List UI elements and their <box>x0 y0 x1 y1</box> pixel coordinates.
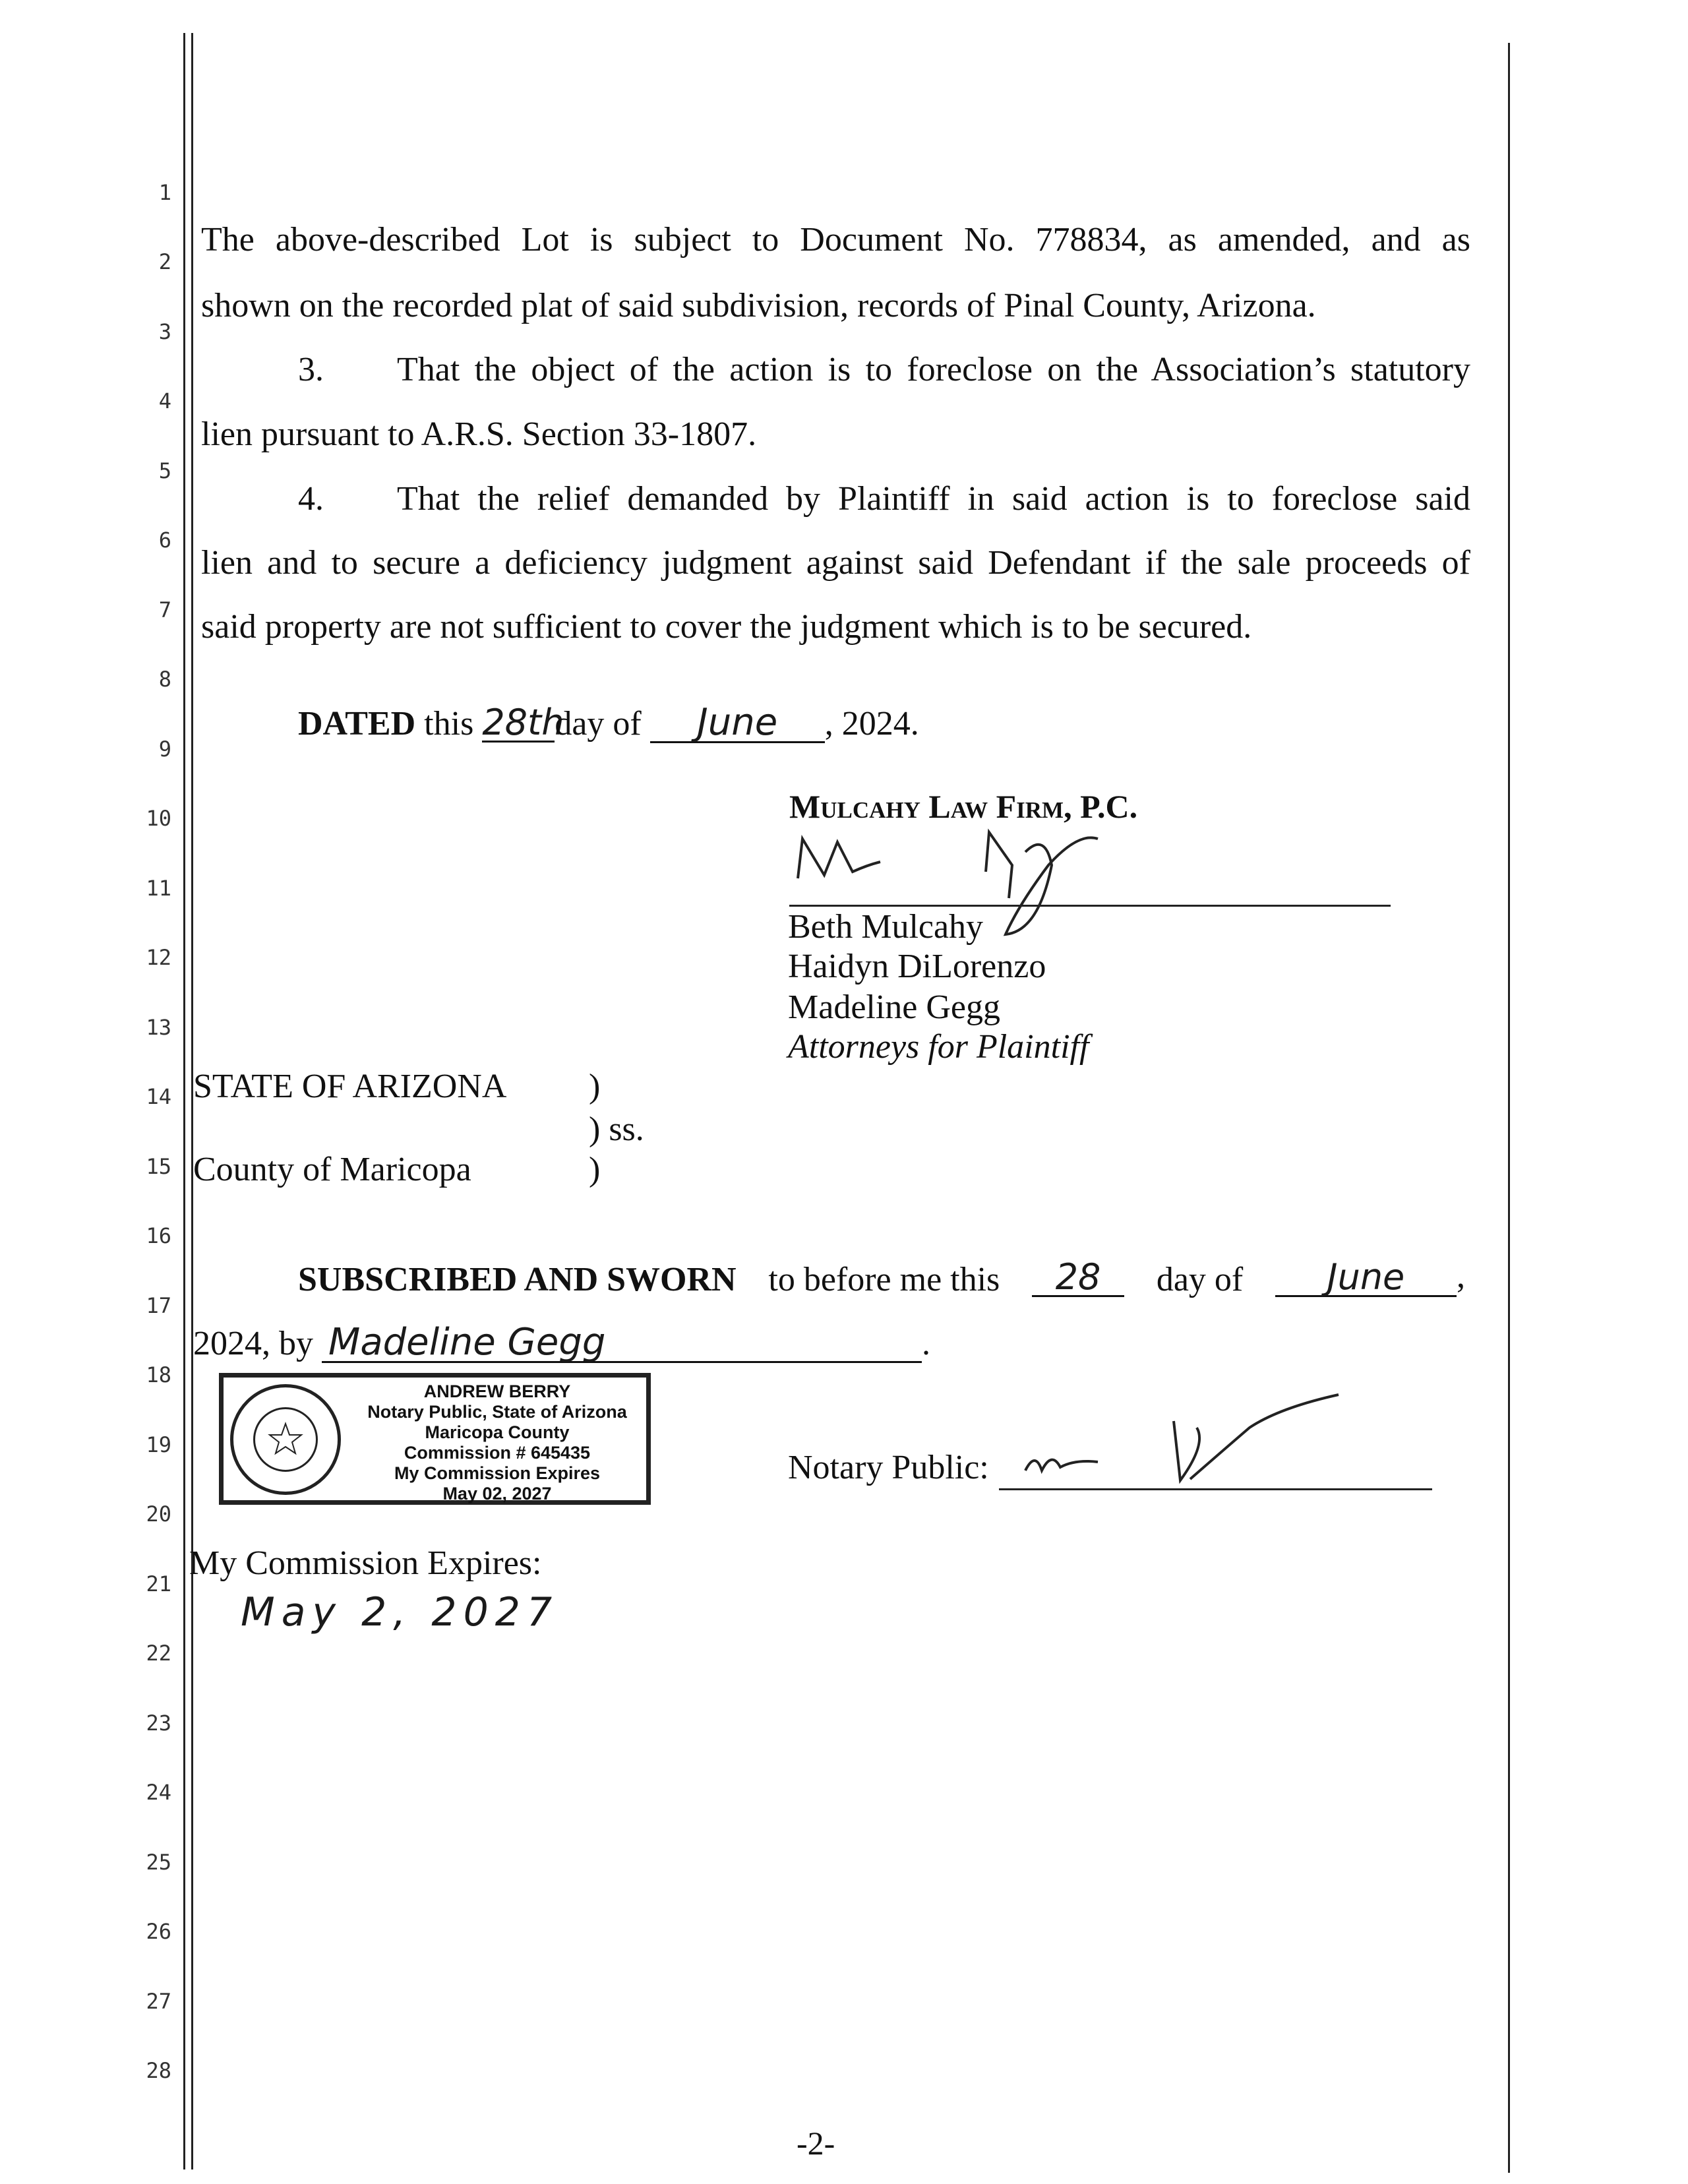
line-number: 4 <box>158 388 171 413</box>
notary-signature-line <box>999 1488 1432 1490</box>
stamp-line: ANDREW BERRY <box>423 1381 571 1401</box>
line-number: 9 <box>158 737 171 762</box>
jurat-day-handwritten: 28 <box>1032 1259 1124 1297</box>
item-number: 3. <box>298 351 324 388</box>
stamp-line: My Commission Expires <box>394 1463 601 1483</box>
attorney-name: Madeline Gegg <box>788 988 1001 1026</box>
body-line: The above-described Lot is subject to Document No. 778834, as amended, and as <box>201 221 1470 258</box>
stamp-line: Notary Public, State of Arizona <box>367 1402 627 1422</box>
dated-this: this <box>424 705 474 743</box>
line-number: 19 <box>146 1432 171 1457</box>
line-number: 27 <box>146 1989 171 2014</box>
notary-signature <box>1015 1388 1372 1500</box>
venue-paren: ) <box>589 1151 601 1188</box>
line-number: 14 <box>146 1084 171 1109</box>
left-margin-rule-outer <box>183 33 185 2169</box>
dated-month-handwritten: June <box>650 704 825 743</box>
stamp-text <box>346 1381 649 1504</box>
attorney-role: Attorneys for Plaintiff <box>788 1028 1089 1066</box>
line-number: 25 <box>146 1850 171 1875</box>
line-number: 22 <box>146 1641 171 1666</box>
jurat-comma: , <box>1456 1258 1465 1295</box>
dated-day-handwritten: 28th <box>482 702 564 743</box>
body-line: That the relief demanded by Plaintiff in said action is to foreclose said <box>397 480 1470 518</box>
right-margin-rule <box>1508 43 1510 2173</box>
line-number: 6 <box>158 528 171 553</box>
line-number: 1 <box>158 180 171 205</box>
body-line: said property are not sufficient to cover the judgment which is to be secured. <box>201 608 1252 646</box>
jurat-line <box>298 1256 1465 1298</box>
line-number: 23 <box>146 1711 171 1736</box>
line-number: 18 <box>146 1362 171 1387</box>
venue-county: County of Maricopa <box>193 1151 471 1188</box>
stamp-line: Maricopa County <box>425 1422 570 1442</box>
jurat-to-before: to before me this <box>768 1261 1000 1298</box>
line-number: 15 <box>146 1154 171 1179</box>
item-number: 4. <box>298 480 324 518</box>
firm-name: Mulcahy Law Firm, P.C. <box>789 788 1138 825</box>
line-number: 21 <box>146 1571 171 1596</box>
venue-state: STATE OF ARIZONA <box>193 1068 507 1105</box>
line-number: 16 <box>146 1223 171 1248</box>
line-number: 5 <box>158 458 171 483</box>
commission-handwritten: May 2, 2027 <box>241 1589 559 1635</box>
body-line: lien pursuant to A.R.S. Section 33-1807. <box>201 415 757 453</box>
page-number: -2- <box>797 2125 835 2162</box>
dated-day-of: day of <box>555 705 642 743</box>
jurat-year-by: 2024, by <box>193 1325 313 1362</box>
jurat-name-handwritten: Madeline Gegg <box>322 1324 922 1363</box>
jurat-day-of: day of <box>1156 1261 1244 1298</box>
line-number: 3 <box>158 319 171 344</box>
notary-label: Notary Public: <box>788 1449 989 1486</box>
venue-ss: ) ss. <box>589 1110 644 1148</box>
dated-year: , 2024. <box>824 705 919 743</box>
dated-line <box>298 701 919 744</box>
line-number: 20 <box>146 1502 171 1527</box>
line-number: 11 <box>146 876 171 901</box>
attorney-name: Haidyn DiLorenzo <box>788 948 1046 985</box>
dated-label: DATED <box>298 705 416 743</box>
line-number: 12 <box>146 945 171 970</box>
notary-stamp <box>219 1373 651 1505</box>
jurat-period: . <box>922 1325 930 1362</box>
stamp-line: May 02, 2027 <box>442 1484 552 1503</box>
commission-label: My Commission Expires: <box>189 1544 542 1582</box>
line-number: 13 <box>146 1015 171 1040</box>
jurat-bold: SUBSCRIBED AND SWORN <box>298 1261 737 1298</box>
seal-star-icon <box>233 1387 338 1492</box>
line-number: 8 <box>158 667 171 692</box>
line-number: 24 <box>146 1780 171 1805</box>
line-number: 2 <box>158 249 171 274</box>
jurat-month-handwritten: June <box>1275 1259 1457 1297</box>
line-number: 7 <box>158 597 171 622</box>
jurat-by-line <box>193 1321 930 1364</box>
body-line: lien and to secure a deficiency judgment against said Defendant if the sale proceeds of <box>201 544 1470 582</box>
stamp-line: Commission # 645435 <box>404 1443 591 1463</box>
body-line: shown on the recorded plat of said subdivision, records of Pinal County, Arizona. <box>201 287 1316 324</box>
attorney-name: Beth Mulcahy <box>788 908 984 946</box>
line-number: 10 <box>146 806 171 831</box>
attorney-signature-line <box>789 905 1391 907</box>
line-number: 17 <box>146 1293 171 1318</box>
venue-paren: ) <box>589 1068 601 1105</box>
notary-seal <box>230 1384 341 1495</box>
body-line: That the object of the action is to foreclose on the Association’s statutory <box>397 351 1470 388</box>
line-number: 28 <box>146 2058 171 2083</box>
line-number: 26 <box>146 1919 171 1944</box>
